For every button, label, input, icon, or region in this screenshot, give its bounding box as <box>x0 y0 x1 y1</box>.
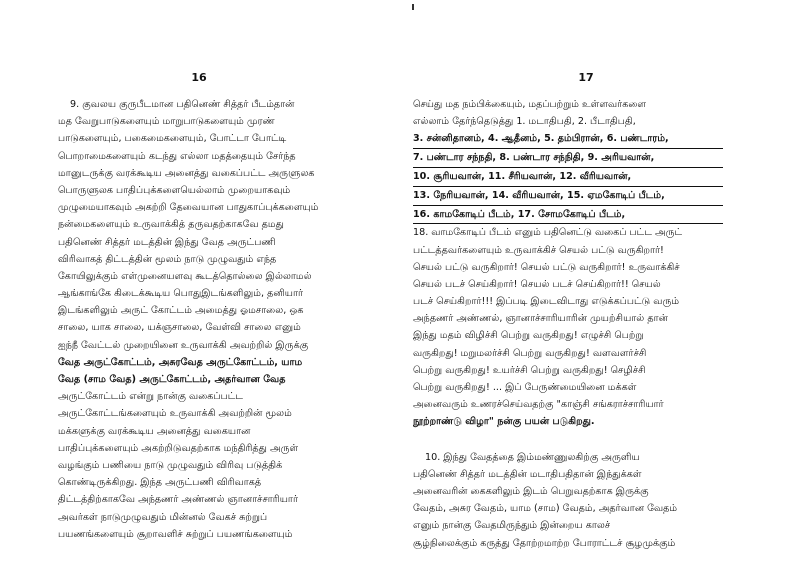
paragraph-line: பெற்று வருகிறது! ... இப் பேருண்மையினை மக்கள் <box>413 382 637 394</box>
paragraph-gap <box>413 431 723 449</box>
paragraph-line: எல்லாம் தேர்ந்தெடுத்து 1. மடாதிபதி, 2. பீடாதிபதி, <box>413 116 636 128</box>
title-list-line: 16. காமகோடிப் பீடம், 17. சோமகோடிப் பீடம், <box>413 206 723 225</box>
emphasis-line: வேத அருட்கோட்டம், அசுரவேத அருட்கோட்டம், யாம <box>58 356 303 368</box>
emphasis-line: நூற்றாண்டு விழா" நன்கு பயன் படுகிறது. <box>413 416 595 428</box>
paragraph-line: வழங்கும் பணியை நாடு முழுவதும் விரிவு படுத்திக் <box>58 459 283 471</box>
paragraph-line: பயணங்களையும் சூறாவளிச் சுற்றுப் பயணங்களையும் <box>58 528 293 540</box>
paragraph-line: முழுமையாகவும் அகற்றி தேவையான பாதுகாப்புக்களையும் <box>58 202 319 214</box>
paragraph-line: ஐந்நீ வேட்டல் முறையினை உருவாக்கி அவற்றில் இருக்கு <box>58 339 309 351</box>
title-list-line: 13. நேரியவான், 14. வீரியவான், 15. ஏமகோடிப் பீடம், <box>413 187 723 206</box>
paragraph-line: வேதம், அசுர வேதம், யாம (சாம) வேதம், அதர்வான வேதம் <box>413 503 678 515</box>
paragraph-line: 9. குவலய குருபீடமான பதினெண் சித்தர் பீடம்தான் <box>70 99 295 110</box>
paragraph-line: பாதிப்புக்களையும் அகற்றிடுவதற்காக மந்திரித்து அருள் <box>58 442 299 454</box>
paragraph-line: ஆங்காங்கே கிடைக்கூடிய பொதுஇடங்களிலும், தனியார் <box>58 288 304 300</box>
paragraph-line: அருட்கோட்டங்களையும் உருவாக்கி அவற்றின் மூலம் <box>58 408 292 420</box>
title-list-line: 7. பண்டார சந்நதி, 8. பண்டார சந்நிதி, 9. அரியவான், <box>413 149 723 168</box>
paragraph-line: நன்மைகளையும் உருவாக்கித் தருவதற்காகவே தமது <box>58 219 284 231</box>
paragraph-line: இடங்களிலும் அருட் கோட்டம் அமைத்து ஓமசாலை, ஒக <box>58 305 304 317</box>
paragraph-line: அனைவரின் கைகளிலும் இடம் பெறுவதற்காக இருக்கு <box>413 485 649 497</box>
page-number: 17 <box>578 71 594 84</box>
paragraph-line: பெற்று வருகிறது! உயர்ச்சி பெற்று வருகிறது! செழிச்சி <box>413 364 646 376</box>
paragraph-line: அவர்கள் நாடுமுழுவதும் மின்னல் வேகச் சுற்றுப் <box>58 511 268 523</box>
title-list-line: 3. சன்னிதானம், 4. ஆதீனம், 5. தம்பிரான், 6. பண்டாரம், <box>413 130 723 149</box>
paragraph-line: இந்து மதம் விழிச்சி பெற்று வருகிறது! எழுச்சி பெற்று <box>413 330 644 342</box>
paragraph-line: 18. வாமகோடிப் பீடம் எனும் பதினெட்டு வகைப் பட்ட அருட் <box>413 227 683 239</box>
paragraph-line: பதினெண் சித்தர் மடத்தின் மடாதிபதிதான் இந்துக்கள் <box>413 468 642 480</box>
emphasis-line: வேத (சாம வேத) அருட்கோட்டம், அதர்வான வேத <box>58 374 286 385</box>
paragraph-line: செயல் படச் செய்கிறார்! செயல் படச் செய்கிறார்!! செயல் <box>413 278 661 290</box>
paragraph-line: மத வேறுபாடுகளையும் மாறுபாடுகளையும் முரண் <box>58 116 275 128</box>
paragraph-line: செயல் பட்டு வருகிறார்! செயல் பட்டு வருகிறார்! உருவாக்கிச் <box>413 261 680 273</box>
paragraph-line: சாலை, யாக சாலை, யக்ஞசாலை, வேள்வி சாலை எனும் <box>58 322 301 334</box>
paragraph-line: அந்தணர் அண்ணல், ஞானாச்சாரியாரின் முயற்சியால் தான் <box>413 313 668 325</box>
paragraph-line: 10. இந்து வேதத்தை இம்மண்ணுலகிற்கு அருளிய <box>425 451 640 463</box>
title-list-line: 10. சூரியவான், 11. சீரியவான், 12. வீரியவான், <box>413 168 723 187</box>
paragraph-line: அனைவரும் உணரச்செய்வதற்கு "காஞ்சி சங்கராச்சாரியார் <box>413 399 664 411</box>
paragraph-line: மானுடருக்கு வரக்கூடிய அனைத்து வகைப்பட்ட அருளுலக <box>58 167 315 179</box>
paragraph-line: பட்டத்தவர்களையும் உருவாக்கிச் செயல் பட்டு வருகிறார்! <box>413 244 664 256</box>
paragraph-line: பொறாமைகளையும் கடந்து எல்லா மதத்தையும் சேர்ந்த <box>58 150 296 162</box>
paragraph-line: படச் செய்கிறார்!!! இப்படி இடைவிடாது எடுக்கப்பட்டு வரும் <box>413 296 680 308</box>
paragraph-line: சூழ்நிலைக்கும் கருத்து தோற்றமாற்ற போராட்டச் சூழமுக்கும் <box>413 537 676 549</box>
paragraph-line: செய்து மத நம்பிக்கையும், மதப்பற்றும் உள்ளவர்களை <box>413 99 647 110</box>
page-body <box>58 96 358 543</box>
paragraph-line: அருட்கோட்டம் என்று நான்கு வகைப்பட்ட <box>58 391 243 403</box>
paragraph-line: பொருளுலக பாதிப்புக்களையெல்லாம் முறையாகவும் <box>58 184 291 196</box>
paragraph-line: வருகிறது! மறுமலர்ச்சி பெற்று வருகிறது! வளவளர்ச்சி <box>413 347 647 359</box>
paragraph-line: பதினெண் சித்தர் மடத்தின் இந்து வேத அருட்பணி <box>58 236 276 248</box>
page-number: 16 <box>191 71 207 84</box>
paragraph-line: திட்டத்திற்காகவே அந்தணர் அண்ணல் ஞானாச்சாரியார் <box>58 494 298 506</box>
paragraph-line: மக்களுக்கு வரக்கூடிய அனைத்து வகையான <box>58 425 251 437</box>
page-body <box>413 96 723 552</box>
paragraph-line: விரிவாகத் திட்டத்தின் மூலம் நாடு முழுவதும் எந்த <box>58 253 277 265</box>
paragraph-line: கோயிலுக்கும் எள்முனையளவு கூடத்தொல்லை இல்லாமல் <box>58 270 312 282</box>
right-page <box>400 0 800 580</box>
paragraph-line: எனும் நான்கு வேதமிருந்தும் இன்றைய காலச் <box>413 520 611 532</box>
paragraph-line: பாடுகளையும், பகைமைகளையும், போட்டா போட்டி <box>58 133 287 145</box>
paragraph-line: கொண்டிருக்கிறது. இந்த அருட்பணி விரிவாகத் <box>58 477 262 489</box>
